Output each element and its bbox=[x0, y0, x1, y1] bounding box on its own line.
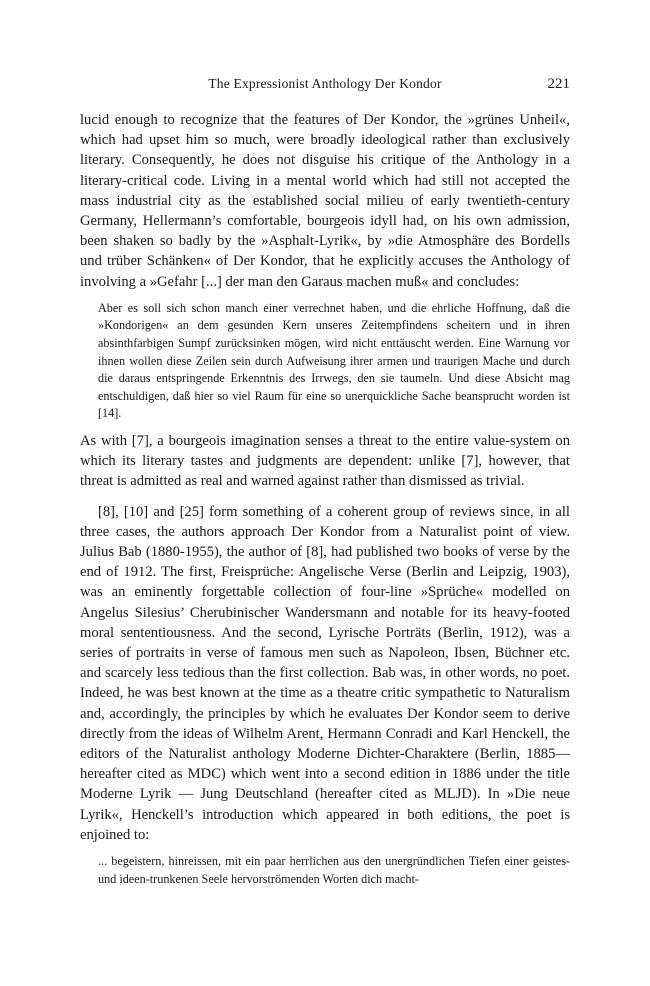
paragraph-3: [8], [10] and [25] form something of a coherent group of reviews since, in all three cases, the authors approach Der Kondor from a Naturalist point of view. Julius Bab (1880-1955), the author of [8], had published two books of verse by the end of 1912. The first, Freisprüche: Angelische Verse (Berlin and Leipzig, 1903), was an eminently forgettable collection of four-line »Sprüche« modelled on Angelus Silesius’ Cherubinischer Wandersmann and notable for its heavy-footed moral sententiousness. And the second, Lyrische Porträts (Berlin, 1912), was a series of portraits in verse of famous men such as Napoleon, Ibsen, Büchner etc. and scarcely less tedious than the first collection. Bab was, in other words, no poet. Indeed, he was best known at the time as a theatre critic sympathetic to Naturalism and, accordingly, the principles by which he evaluates Der Kondor seem to derive directly from the ideas of Wilhelm Arent, Hermann Conradi and Karl Henckell, the editors of the Naturalist anthology Moderne Dichter-Charaktere (Berlin, 1885—hereafter cited as MDC) which went into a second edition in 1886 under the title Moderne Lyrik — Jung Deutschland (hereafter cited as MLJD). In »Die neue Lyrik«, Henckell’s introduction which appeared in both editions, the poet is enjoined to: bbox=[80, 503, 570, 843]
page-header bbox=[80, 76, 570, 96]
page-number: 221 bbox=[547, 76, 570, 92]
block-quote-1: Aber es soll sich schon manch einer verrechnet haben, und die ehrliche Hoffnung, daß die »Kondorigen« an dem gesunden Kern unseres Zeitempfindens scheitern und in ihren absinthfarbigen Sumpf zurücksinken mögen, wird nicht enttäuscht werden. Eine Warnung vor ihnen wollen diese Zeilen sein durch Aufweisung ihrer armen und traurigen Mache und durch die daraus entspringende Erkenntnis des Irrwegs, den sie taumeln. Und diese Absicht mag entschuldigen, daß hier so viel Raum für eine so unerquickliche Sache beansprucht worden ist [14]. bbox=[98, 300, 570, 421]
paragraph-2: As with [7], a bourgeois imagination senses a threat to the entire value-system on which its literary tastes and judgments are dependent: unlike [7], however, that threat is admitted as real and warned against rather than dismissed as trivial. bbox=[80, 432, 570, 490]
paragraph-1: lucid enough to recognize that the features of Der Kondor, the »grünes Unheil«, which had upset him so much, were broadly ideological rather than exclusively literary. Consequently, he does not disguise his critique of the Anthology in a literary-critical code. Living in a mental world which had still not accepted the mass industrial city as the established social milieu of early twentieth-century Germany, Hellermann’s comfortable, bourgeois idyll had, on his own admission, been shaken so badly by the »Asphalt-Lyrik«, by »die Atmosphäre des Bordells und trüber Schänken« of Der Kondor, that he explicitly accuses the Anthology of involving a »Gefahr [...] der man den Garaus machen muß« and concludes: bbox=[80, 112, 570, 290]
page-body bbox=[80, 110, 570, 888]
running-head: The Expressionist Anthology Der Kondor bbox=[208, 76, 442, 91]
block-quote-2: ... begeistern, hinreissen, mit ein paar herrlichen aus den unergründlichen Tiefen einer geistes- und ideen-trunkenen Seele hervorströmenden Worten dich macht- bbox=[98, 854, 570, 886]
